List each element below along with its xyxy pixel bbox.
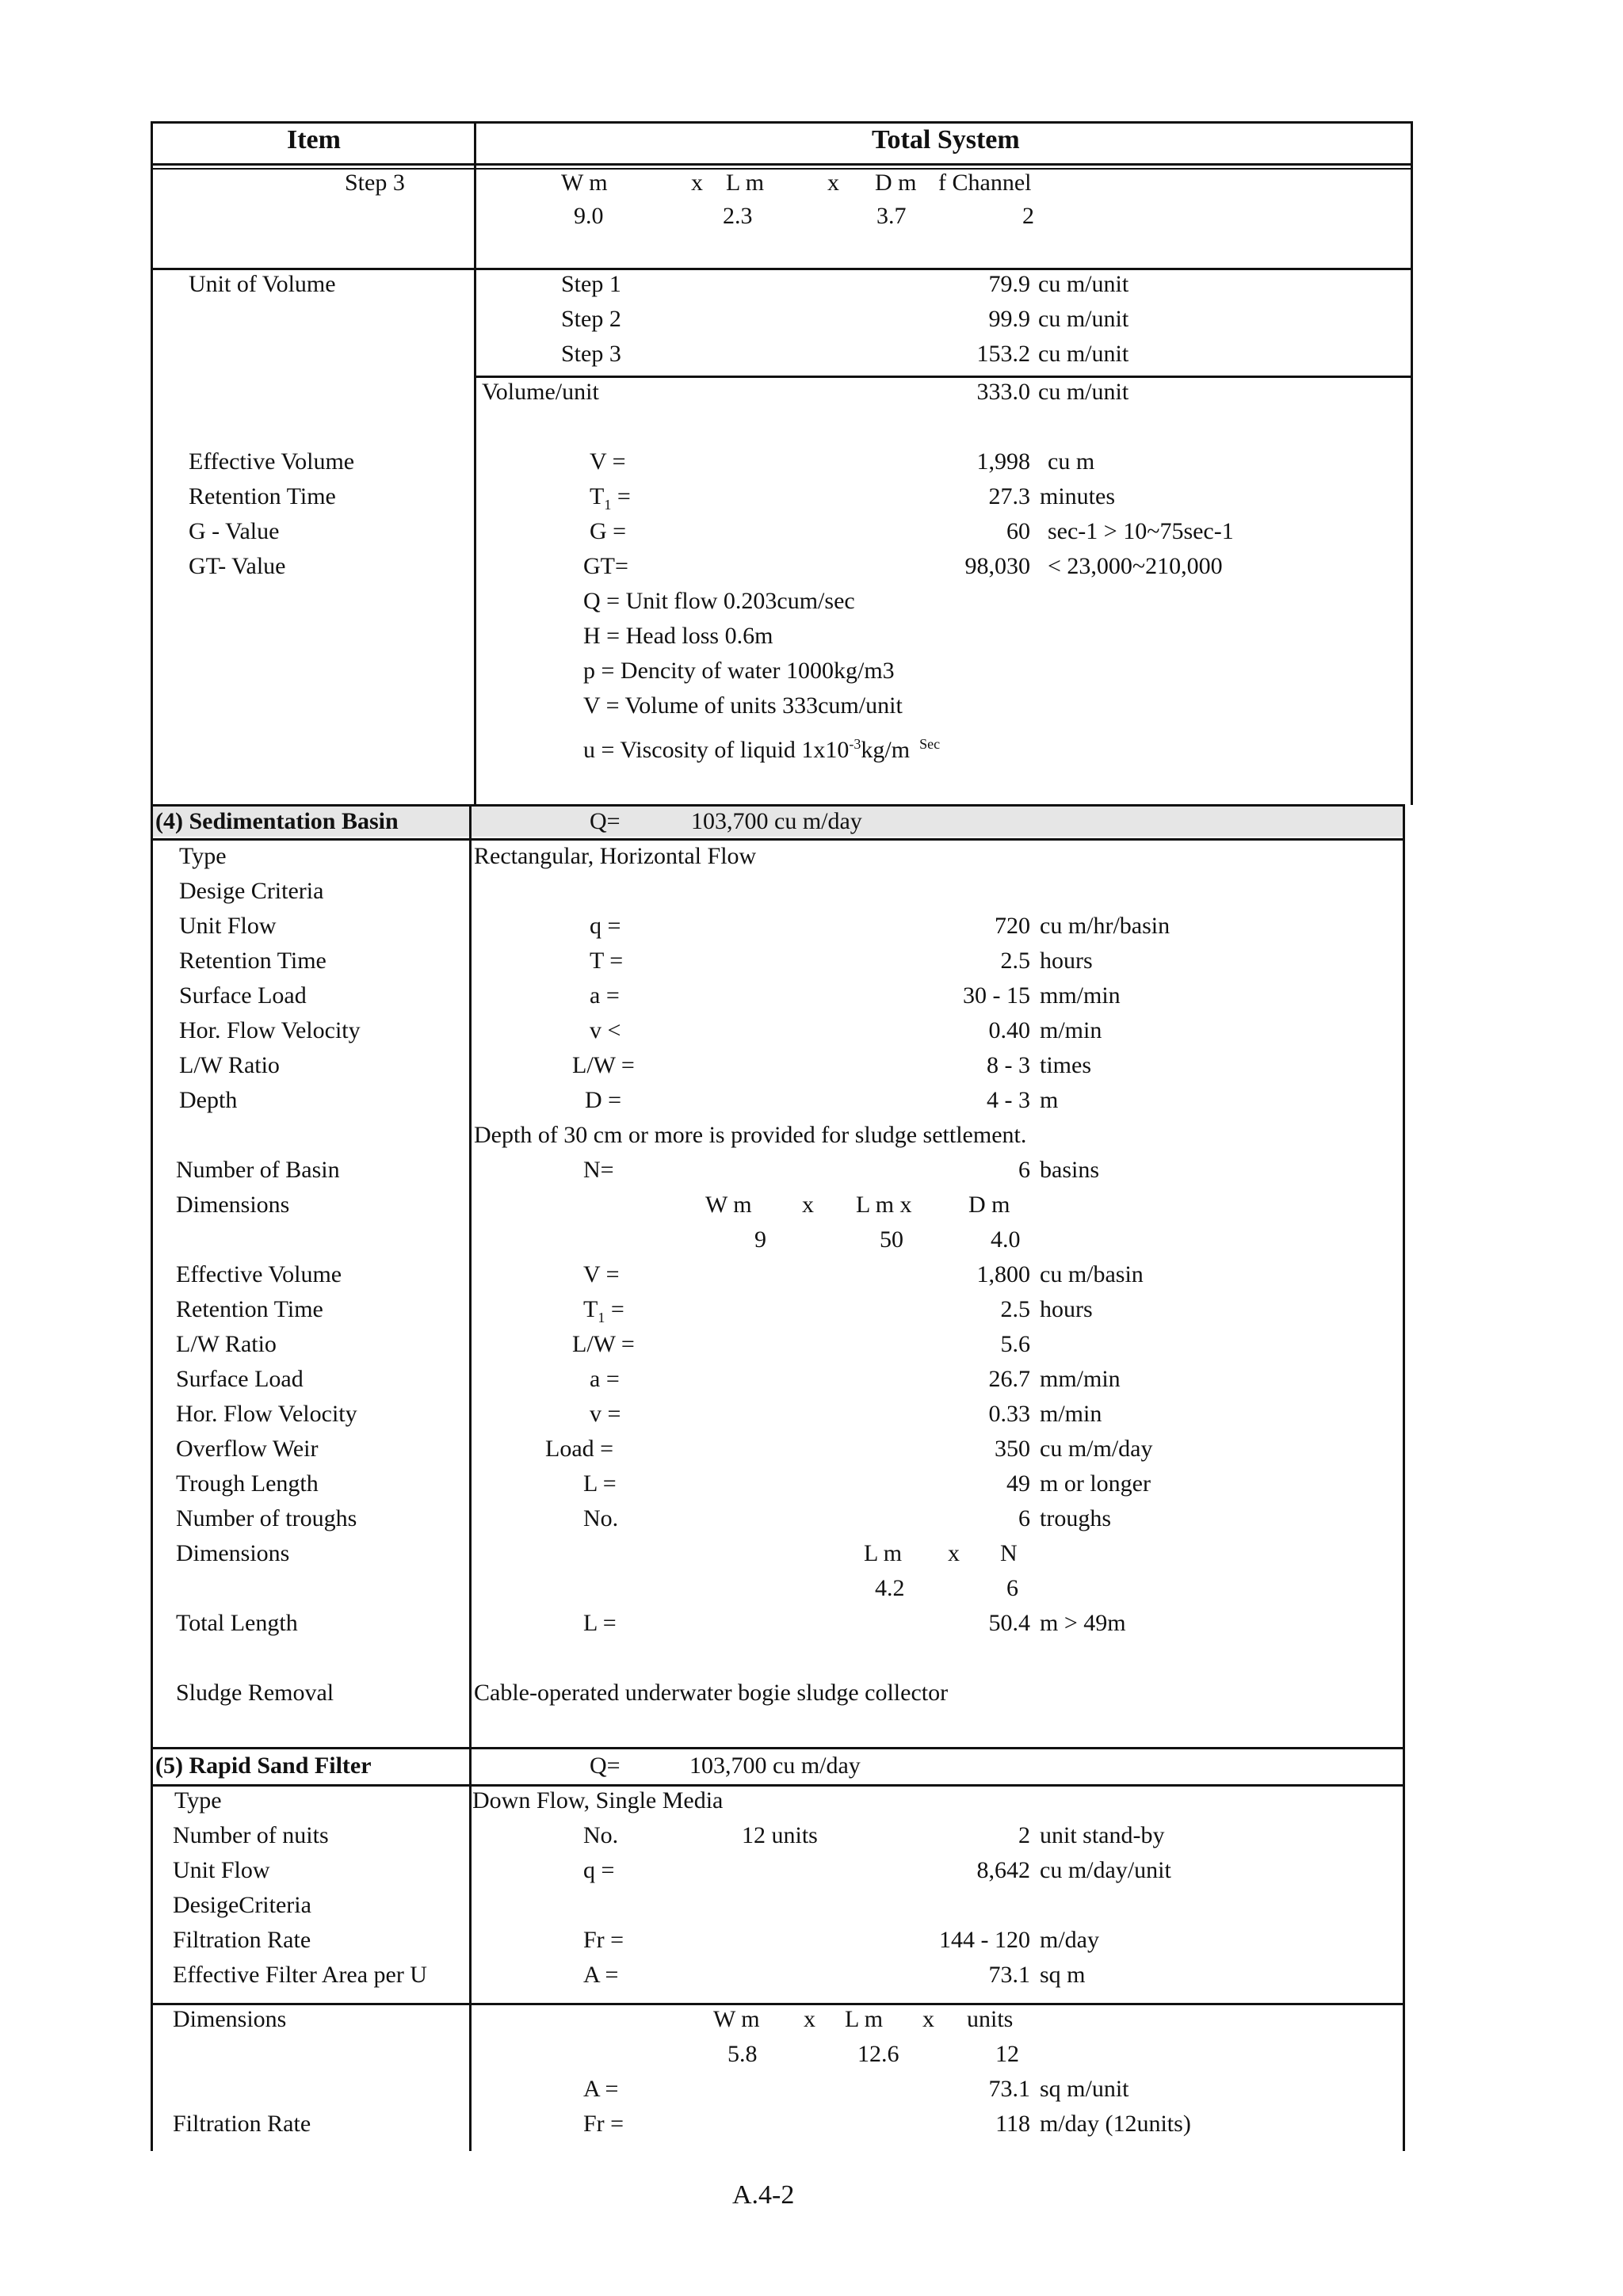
row-label: L/W Ratio (176, 1331, 277, 1357)
page-number: A.4-2 (732, 2180, 795, 2210)
step3-val: 2 (1022, 203, 1034, 229)
header-total-system: Total System (872, 125, 1020, 154)
step3-label: Step 3 (345, 170, 405, 196)
step3-val: 3.7 (876, 203, 907, 229)
viscosity-exp: -3 (849, 736, 861, 752)
row-unit: cu m/unit (1038, 341, 1129, 367)
sed-total-length-unit: m > 49m (1040, 1610, 1126, 1636)
row-symbol-sub: 1 (598, 1310, 605, 1325)
sed-depth-note: Depth of 30 cm or more is provided for sludge settlement. (474, 1122, 1027, 1148)
sed-num-basin-unit: basins (1040, 1157, 1099, 1183)
sed-criteria-label: Desige Criteria (179, 878, 324, 904)
filter-unit-flow-label: Unit Flow (173, 1857, 270, 1883)
rule (1411, 121, 1413, 805)
row-unit: mm/min (1040, 1366, 1121, 1392)
note-line (583, 730, 940, 764)
filter-dims-val: 5.8 (727, 2041, 758, 2067)
row-label: G - Value (189, 518, 280, 544)
row-symbol: GT= (583, 553, 628, 579)
note-line: H = Head loss 0.6m (583, 623, 773, 649)
filter-units-symbol: No. (583, 1822, 619, 1848)
step3-col: W m (561, 170, 608, 196)
step3-col: f Channel (938, 170, 1032, 196)
row-symbol: Load = (545, 1436, 614, 1462)
rule (469, 804, 472, 2151)
filter-q-label: Q= (590, 1753, 621, 1779)
step3-val: 9.0 (574, 203, 604, 229)
rule (151, 163, 1413, 166)
row-unit: m (1040, 1087, 1059, 1113)
row-unit: sec-1 > 10~75sec-1 (1048, 518, 1234, 544)
row-label: Surface Load (179, 982, 307, 1009)
row-symbol: G = (590, 518, 627, 544)
filter-dims-col: L m (845, 2006, 884, 2032)
rule (151, 121, 153, 2151)
sed-trough-col: L m (864, 1540, 903, 1566)
sed-dims-label: Dimensions (176, 1192, 290, 1218)
row-unit: cu m/basin (1040, 1261, 1144, 1287)
row-symbol: T = (590, 948, 624, 974)
row-label: Effective Volume (176, 1261, 342, 1287)
step3-val: 2.3 (723, 203, 753, 229)
row-label: Surface Load (176, 1366, 304, 1392)
row-unit: cu m (1048, 448, 1095, 475)
row-name: Step 2 (561, 306, 621, 332)
row-unit: m or longer (1040, 1470, 1151, 1497)
sed-sludge-label: Sludge Removal (176, 1680, 334, 1706)
row-unit: hours (1040, 1296, 1093, 1322)
filter-dims-label: Dimensions (173, 2006, 287, 2032)
step3-col: D m (875, 170, 917, 196)
filter-dims-val: 12 (995, 2041, 1019, 2067)
filter-rate2-unit: m/day (12units) (1040, 2111, 1191, 2137)
row-label: L/W Ratio (179, 1052, 280, 1078)
row-label: Trough Length (176, 1470, 319, 1497)
rule (151, 1747, 1405, 1749)
row-unit: < 23,000~210,000 (1048, 553, 1223, 579)
filter-type-value: Down Flow, Single Media (472, 1787, 724, 1814)
row-label: Overflow Weir (176, 1436, 319, 1462)
step3-col: L m (726, 170, 765, 196)
row-unit: m/min (1040, 1017, 1102, 1043)
sed-dims-val: 50 (880, 1226, 903, 1253)
row-label: Retention Time (179, 948, 327, 974)
filter-rate2-symbol: Fr = (583, 2111, 624, 2137)
sed-num-basin-symbol: N= (583, 1157, 614, 1183)
row-label: Hor. Flow Velocity (179, 1017, 361, 1043)
sed-dims-col: W m (705, 1192, 752, 1218)
viscosity-unit: kg/m (861, 737, 911, 763)
filter-dims-col: units (967, 2006, 1014, 2032)
row-name: Step 3 (561, 341, 621, 367)
filter-rate-symbol: Fr = (583, 1927, 624, 1953)
row-label: Retention Time (189, 483, 336, 509)
row-unit: cu m/m/day (1040, 1436, 1153, 1462)
row-unit: cu m/unit (1038, 271, 1129, 297)
row-symbol: q = (590, 913, 621, 939)
sed-type-value: Rectangular, Horizontal Flow (474, 843, 757, 869)
sed-dims-col: D m (968, 1192, 1010, 1218)
note-line: V = Volume of units 333cum/unit (583, 692, 903, 719)
row-symbol-eq: = (605, 1296, 624, 1322)
rule (474, 121, 476, 805)
sed-q-label: Q= (590, 808, 621, 834)
row-symbol: v < (590, 1017, 621, 1043)
row-unit: cu m/hr/basin (1040, 913, 1170, 939)
filter-rate2-label: Filtration Rate (173, 2111, 311, 2137)
row-symbol: L = (583, 1470, 617, 1497)
sed-dims-col: x (802, 1192, 814, 1218)
sed-dims-val: 4.0 (991, 1226, 1021, 1253)
row-label: Depth (179, 1087, 238, 1113)
filter-dims-col: W m (713, 2006, 760, 2032)
filter-dims-col: x (922, 2006, 934, 2032)
header-item: Item (287, 125, 341, 154)
filter-rate-unit: m/day (1040, 1927, 1099, 1953)
unit-volume-label: Unit of Volume (189, 271, 336, 297)
sed-dims-val: 9 (754, 1226, 766, 1253)
row-symbol: T (583, 1296, 598, 1322)
filter-area-unit: sq m (1040, 1962, 1086, 1988)
row-symbol: a = (590, 1366, 620, 1392)
row-unit: cu m/unit (1038, 306, 1129, 332)
row-symbol: No. (583, 1505, 619, 1531)
filter-rate-label: Filtration Rate (173, 1927, 311, 1953)
row-label: Retention Time (176, 1296, 323, 1322)
sed-trough-val: 4.2 (875, 1575, 905, 1601)
filter-unit-flow-unit: cu m/day/unit (1040, 1857, 1171, 1883)
filter-dims-col: x (804, 2006, 815, 2032)
sed-trough-col: x (948, 1540, 960, 1566)
filter-unit-flow-symbol: q = (583, 1857, 615, 1883)
row-label: Hor. Flow Velocity (176, 1401, 357, 1427)
row-label: GT- Value (189, 553, 286, 579)
total-name: Volume/unit (482, 379, 599, 405)
sed-type-label: Type (179, 843, 227, 869)
row-symbol: T (590, 483, 605, 509)
filter-area2-symbol: A = (583, 2076, 619, 2102)
row-label: Effective Volume (189, 448, 355, 475)
filter-area2-unit: sq m/unit (1040, 2076, 1129, 2102)
rule (151, 2003, 1405, 2005)
sed-num-basin-label: Number of Basin (176, 1157, 340, 1183)
row-name: Step 1 (561, 271, 621, 297)
rule (151, 121, 1413, 124)
row-unit: troughs (1040, 1505, 1111, 1531)
sed-trough-dims-label: Dimensions (176, 1540, 290, 1566)
filter-criteria-label: DesigeCriteria (173, 1892, 311, 1918)
filter-units-mid: 12 units (742, 1822, 818, 1848)
viscosity-sec: Sec (919, 736, 941, 752)
rule (151, 838, 1405, 841)
rule (1403, 804, 1405, 2151)
note-line: Q = Unit flow 0.203cum/sec (583, 588, 855, 614)
filter-units-unit: unit stand-by (1040, 1822, 1165, 1848)
filter-units-label: Number of nuits (173, 1822, 329, 1848)
row-label: Number of troughs (176, 1505, 357, 1531)
row-symbol: a = (590, 982, 620, 1009)
sed-total-length-label: Total Length (176, 1610, 298, 1636)
filter-area-label: Effective Filter Area per U (173, 1962, 427, 1988)
row-symbol: D = (585, 1087, 622, 1113)
filter-q-value: 103,700 cu m/day (689, 1753, 861, 1779)
row-unit: minutes (1040, 483, 1115, 509)
sed-trough-col: N (1000, 1540, 1018, 1566)
row-symbol-sub: 1 (604, 497, 612, 513)
row-unit: hours (1040, 948, 1093, 974)
row-symbol: v = (590, 1401, 621, 1427)
note-line: p = Dencity of water 1000kg/m3 (583, 658, 895, 684)
filter-type-label: Type (174, 1787, 222, 1814)
viscosity-text: u = Viscosity of liquid 1x10 (583, 737, 850, 763)
step3-col: x (691, 170, 703, 196)
row-symbol: L/W = (572, 1331, 635, 1357)
filter-area-symbol: A = (583, 1962, 619, 1988)
filter-dims-val: 12.6 (857, 2041, 899, 2067)
sed-dims-col: L m x (856, 1192, 912, 1218)
rule (151, 168, 1413, 170)
row-unit: times (1040, 1052, 1091, 1078)
sed-trough-val: 6 (1006, 1575, 1018, 1601)
total-unit: cu m/unit (1038, 379, 1129, 405)
row-symbol-eq: = (611, 483, 631, 509)
row-unit: m/min (1040, 1401, 1102, 1427)
sed-total-length-symbol: L = (583, 1610, 617, 1636)
rule (151, 1784, 1405, 1787)
section-title-sedimentation: (4) Sedimentation Basin (155, 808, 399, 834)
row-symbol: L/W = (572, 1052, 635, 1078)
row-symbol: V = (590, 448, 626, 475)
sed-q-value: 103,700 cu m/day (691, 808, 862, 834)
step3-col: x (827, 170, 839, 196)
rule (151, 268, 1413, 270)
sed-sludge-value: Cable-operated underwater bogie sludge collector (474, 1680, 949, 1706)
row-label: Unit Flow (179, 913, 277, 939)
row-symbol: V = (583, 1261, 620, 1287)
row-unit: mm/min (1040, 982, 1121, 1009)
rule (474, 376, 1413, 378)
section-title-rapid-sand-filter: (5) Rapid Sand Filter (155, 1753, 372, 1779)
